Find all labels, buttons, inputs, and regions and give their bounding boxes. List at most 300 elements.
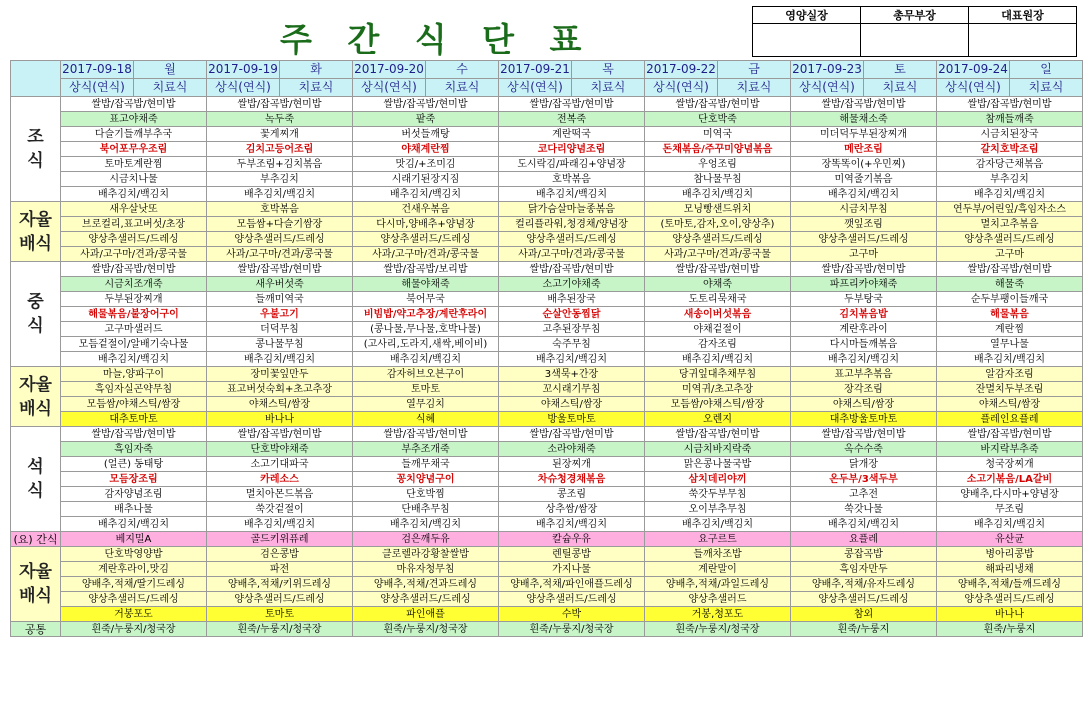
menu-cell: 콩잡곡밥 — [791, 547, 937, 562]
menu-cell: 감자양념조림 — [61, 487, 207, 502]
menu-row — [11, 142, 1083, 157]
menu-cell: 모듬쌈+다슬기쌈장 — [207, 217, 353, 232]
menu-row — [11, 532, 1083, 547]
menu-cell: 양상추샐러드/드레싱 — [353, 592, 499, 607]
menu-cell: 꽁치양념구이 — [353, 472, 499, 487]
menu-cell: 가지나물 — [499, 562, 645, 577]
menu-cell: 순살안동찜닭 — [499, 307, 645, 322]
menu-cell: 도시락김/파래김+양념장 — [499, 157, 645, 172]
menu-cell: 흑임자죽 — [61, 442, 207, 457]
menu-cell: 시금치바지락죽 — [645, 442, 791, 457]
menu-cell: 미역귀/초고추장 — [645, 382, 791, 397]
menu-row — [11, 217, 1083, 232]
menu-cell: 참나물무침 — [645, 172, 791, 187]
menu-cell: 해물볶음/불장어구이 — [61, 307, 207, 322]
menu-cell: 도토리묵채국 — [645, 292, 791, 307]
menu-cell: 다시마들깨볶음 — [791, 337, 937, 352]
menu-cell: 쌀밥/잡곡밥/현미밥 — [937, 97, 1083, 112]
menu-row — [11, 112, 1083, 127]
menu-row — [11, 607, 1083, 622]
diet-type-label: 상식(연식) — [207, 79, 280, 97]
menu-cell: 참외 — [791, 607, 937, 622]
diet-type-label: 상식(연식) — [499, 79, 572, 97]
menu-cell: 검은깨두유 — [353, 532, 499, 547]
diet-type-label: 치료식 — [1010, 79, 1083, 97]
menu-cell: 양상추샐러드 — [645, 592, 791, 607]
menu-row — [11, 127, 1083, 142]
day-weekday: 목 — [572, 61, 645, 79]
meal-label: 자율 배식 — [11, 202, 61, 262]
menu-cell: 쌀밥/잡곡밥/현미밥 — [645, 97, 791, 112]
day-date: 2017-09-23 — [791, 61, 864, 79]
menu-cell: 미역줄기볶음 — [791, 172, 937, 187]
menu-cell: 계란말이 — [645, 562, 791, 577]
menu-cell: 야채스틱/쌈장 — [791, 397, 937, 412]
menu-cell: 갈치호박조림 — [937, 142, 1083, 157]
menu-row — [11, 547, 1083, 562]
menu-cell: 쌀밥/잡곡밥/현미밥 — [499, 97, 645, 112]
menu-cell: 방울토마토 — [499, 412, 645, 427]
menu-cell: 쌀밥/잡곡밥/현미밥 — [207, 97, 353, 112]
signature-cell[interactable] — [861, 24, 969, 57]
day-weekday: 일 — [1010, 61, 1083, 79]
menu-cell: 더덕무침 — [207, 322, 353, 337]
menu-cell: 배추김치/백김치 — [937, 187, 1083, 202]
menu-cell: 대추방울토마토 — [791, 412, 937, 427]
menu-row — [11, 307, 1083, 322]
menu-cell: 검은콩밥 — [207, 547, 353, 562]
day-date: 2017-09-22 — [645, 61, 718, 79]
menu-cell: 건새우볶음 — [353, 202, 499, 217]
menu-cell: 두부조림+김치볶음 — [207, 157, 353, 172]
menu-cell: 새우살낫또 — [61, 202, 207, 217]
menu-cell: 배추김치/백김치 — [645, 187, 791, 202]
menu-cell: 당귀잎대추채무침 — [645, 367, 791, 382]
meal-label: 자율 배식 — [11, 547, 61, 622]
menu-row — [11, 232, 1083, 247]
menu-cell: 양배추,적채/과일드레싱 — [645, 577, 791, 592]
menu-cell: 모듬쌈/야채스틱/쌈장 — [645, 397, 791, 412]
menu-cell: 들깨무채국 — [353, 457, 499, 472]
diet-type-label: 치료식 — [134, 79, 207, 97]
menu-cell: 해물채소죽 — [791, 112, 937, 127]
day-date: 2017-09-24 — [937, 61, 1010, 79]
menu-cell: 김치볶음밥 — [791, 307, 937, 322]
menu-cell: 잔멸치두부조림 — [937, 382, 1083, 397]
menu-row — [11, 457, 1083, 472]
menu-cell: 삼치데리야끼 — [645, 472, 791, 487]
day-weekday: 금 — [718, 61, 791, 79]
menu-cell: 시금치조개죽 — [61, 277, 207, 292]
menu-row — [11, 427, 1083, 442]
meal-label: 자율 배식 — [11, 367, 61, 427]
menu-cell: 단호박죽 — [645, 112, 791, 127]
menu-cell: 계란후라이,맛김 — [61, 562, 207, 577]
menu-cell: 골드키위퓨레 — [207, 532, 353, 547]
menu-cell: 배추김치/백김치 — [61, 517, 207, 532]
menu-cell: 부추조개죽 — [353, 442, 499, 457]
menu-cell: 표고버섯숙회+초고추장 — [207, 382, 353, 397]
menu-cell: 장미꽃잎만두 — [207, 367, 353, 382]
menu-row — [11, 592, 1083, 607]
menu-row — [11, 472, 1083, 487]
menu-cell: 대추토마토 — [61, 412, 207, 427]
menu-cell: 장똑똑이(+우민찌) — [791, 157, 937, 172]
menu-cell: 쑥갓겉절이 — [207, 502, 353, 517]
menu-cell: 부추김치 — [937, 172, 1083, 187]
menu-cell: 마유자청무침 — [353, 562, 499, 577]
menu-cell: 배추김치/백김치 — [353, 187, 499, 202]
menu-cell: 참깨들깨죽 — [937, 112, 1083, 127]
menu-cell: 호박볶음 — [207, 202, 353, 217]
signature-cell[interactable] — [969, 24, 1077, 57]
day-weekday: 월 — [134, 61, 207, 79]
menu-cell: 배추김치/백김치 — [499, 517, 645, 532]
menu-cell: 양상추샐러드/드레싱 — [353, 232, 499, 247]
menu-cell: 양상추샐러드/드레싱 — [207, 592, 353, 607]
menu-cell: 사과/고구마/견과/콩국물 — [353, 247, 499, 262]
menu-cell: 단호박야채죽 — [207, 442, 353, 457]
menu-cell: 배추나물 — [61, 502, 207, 517]
menu-cell: 배추김치/백김치 — [937, 517, 1083, 532]
menu-cell: 배추김치/백김치 — [61, 352, 207, 367]
menu-cell: 상추쌈/쌈장 — [499, 502, 645, 517]
menu-cell: 쌀밥/잡곡밥/현미밥 — [645, 262, 791, 277]
menu-cell: 시금치된장국 — [937, 127, 1083, 142]
diet-type-label: 치료식 — [572, 79, 645, 97]
menu-cell: 감자허브오븐구이 — [353, 367, 499, 382]
menu-cell: (고사리,도라지,새싹,베이비) — [353, 337, 499, 352]
menu-cell: 모듬장조림 — [61, 472, 207, 487]
menu-cell: 쌀밥/잡곡밥/현미밥 — [353, 97, 499, 112]
menu-cell: 양배추,적채/파인애플드레싱 — [499, 577, 645, 592]
menu-cell: 맛김/+조미김 — [353, 157, 499, 172]
menu-cell: 열무김치 — [353, 397, 499, 412]
diet-type-header-row — [11, 79, 1083, 97]
menu-cell: 양상추샐러드/드레싱 — [499, 232, 645, 247]
menu-cell: 쌀밥/잡곡밥/현미밥 — [499, 427, 645, 442]
menu-cell: 쌀밥/잡곡밥/보리밥 — [353, 262, 499, 277]
menu-cell: 계란떡국 — [499, 127, 645, 142]
menu-cell: 흑임자실곤약무침 — [61, 382, 207, 397]
menu-cell: 사과/고구마/견과/콩국물 — [207, 247, 353, 262]
menu-cell: 양상추샐러드/드레싱 — [645, 232, 791, 247]
menu-cell: 쌀밥/잡곡밥/현미밥 — [61, 427, 207, 442]
menu-cell: 소고기대파국 — [207, 457, 353, 472]
menu-cell: 쑥갓나물 — [791, 502, 937, 517]
menu-cell: 장각조림 — [791, 382, 937, 397]
menu-cell: 배추김치/백김치 — [791, 352, 937, 367]
menu-cell: 코다리양념조림 — [499, 142, 645, 157]
menu-cell: 알감자조림 — [937, 367, 1083, 382]
menu-cell: (토마토,감자,오이,양상추) — [645, 217, 791, 232]
menu-cell: 꼬시래기무침 — [499, 382, 645, 397]
menu-row — [11, 277, 1083, 292]
menu-row — [11, 397, 1083, 412]
menu-cell: 배추김치/백김치 — [207, 352, 353, 367]
menu-row — [11, 97, 1083, 112]
menu-row — [11, 352, 1083, 367]
menu-cell: 토마토 — [207, 607, 353, 622]
menu-cell: 야채계란찜 — [353, 142, 499, 157]
menu-cell: 배추된장국 — [499, 292, 645, 307]
menu-cell: 거봉포도 — [61, 607, 207, 622]
day-weekday: 화 — [280, 61, 353, 79]
menu-cell: 쌀밥/잡곡밥/현미밥 — [61, 97, 207, 112]
menu-row — [11, 367, 1083, 382]
menu-cell: 흰죽/누룽지 — [937, 622, 1083, 637]
date-header-row — [11, 61, 1083, 79]
menu-cell: 쌀밥/잡곡밥/현미밥 — [791, 427, 937, 442]
page-title: 주 간 식 단 표 — [280, 20, 594, 59]
menu-cell: 닭가슴살마늘종볶음 — [499, 202, 645, 217]
menu-row — [11, 442, 1083, 457]
menu-cell: 북어포무우조림 — [61, 142, 207, 157]
menu-cell: 순두부팽이들깨국 — [937, 292, 1083, 307]
menu-cell: 유산균 — [937, 532, 1083, 547]
diet-type-label: 치료식 — [426, 79, 499, 97]
menu-cell: 해물볶음 — [937, 307, 1083, 322]
menu-cell: 단호박영양밥 — [61, 547, 207, 562]
menu-cell: 파인애플 — [353, 607, 499, 622]
menu-cell: 배추김치/백김치 — [353, 352, 499, 367]
menu-cell: 감자조림 — [645, 337, 791, 352]
menu-row — [11, 172, 1083, 187]
menu-cell: 브로컬리,표고버섯/초장 — [61, 217, 207, 232]
menu-row — [11, 322, 1083, 337]
menu-cell: 사과/고구마/견과/콩국물 — [61, 247, 207, 262]
diet-type-label: 상식(연식) — [791, 79, 864, 97]
approval-label: 총무부장 — [861, 7, 969, 24]
menu-cell: 모닝빵샌드위치 — [645, 202, 791, 217]
menu-cell: 시금치나물 — [61, 172, 207, 187]
day-date: 2017-09-19 — [207, 61, 280, 79]
menu-cell: 바나나 — [207, 412, 353, 427]
day-date: 2017-09-20 — [353, 61, 426, 79]
menu-cell: 양상추샐러드/드레싱 — [937, 232, 1083, 247]
day-date: 2017-09-18 — [61, 61, 134, 79]
menu-cell: 고구마 — [791, 247, 937, 262]
menu-cell: 토마토계란찜 — [61, 157, 207, 172]
menu-cell: 흑임자만두 — [791, 562, 937, 577]
menu-cell: 모듬쌈/야채스틱/쌈장 — [61, 397, 207, 412]
menu-cell: 흰죽/누룽지/청국장 — [207, 622, 353, 637]
menu-cell: 해파리냉채 — [937, 562, 1083, 577]
menu-cell: 쌀밥/잡곡밥/현미밥 — [937, 262, 1083, 277]
menu-cell: 배추김치/백김치 — [499, 187, 645, 202]
menu-row — [11, 412, 1083, 427]
menu-cell: 플레인요플레 — [937, 412, 1083, 427]
menu-cell: 표고야채죽 — [61, 112, 207, 127]
menu-cell: 바나나 — [937, 607, 1083, 622]
menu-row — [11, 337, 1083, 352]
menu-cell: 녹두죽 — [207, 112, 353, 127]
menu-row — [11, 187, 1083, 202]
menu-cell: 렌틸콩밥 — [499, 547, 645, 562]
menu-cell: 흰죽/누룽지/청국장 — [645, 622, 791, 637]
menu-cell: 배추김치/백김치 — [791, 187, 937, 202]
menu-cell: 소고기야채죽 — [499, 277, 645, 292]
meal-label: 중 식 — [11, 262, 61, 367]
menu-cell: 컬리플라워,청경채/양념장 — [499, 217, 645, 232]
menu-cell: 배추김치/백김치 — [499, 352, 645, 367]
menu-cell: 양상추샐러드/드레싱 — [499, 592, 645, 607]
menu-cell: 멸치고추볶음 — [937, 217, 1083, 232]
menu-cell: 들깨차조밥 — [645, 547, 791, 562]
menu-cell: 사과/고구마/견과/콩국물 — [645, 247, 791, 262]
menu-cell: 흰죽/누룽지/청국장 — [499, 622, 645, 637]
menu-cell: 새송이버섯볶음 — [645, 307, 791, 322]
menu-cell: 계란후라이 — [791, 322, 937, 337]
header-corner — [11, 61, 61, 97]
diet-type-label: 치료식 — [280, 79, 353, 97]
menu-cell: 우불고기 — [207, 307, 353, 322]
menu-cell: 쌀밥/잡곡밥/현미밥 — [499, 262, 645, 277]
menu-cell: 쌀밥/잡곡밥/현미밥 — [937, 427, 1083, 442]
menu-cell: 양상추샐러드/드레싱 — [61, 592, 207, 607]
menu-cell: 미더덕두부된장찌개 — [791, 127, 937, 142]
menu-cell: 소고기볶음/LA갈비 — [937, 472, 1083, 487]
menu-cell: 꽃게찌개 — [207, 127, 353, 142]
approval-box — [752, 6, 1077, 57]
day-weekday: 수 — [426, 61, 499, 79]
menu-cell: 오이부추무침 — [645, 502, 791, 517]
menu-cell: 연두부/어린잎/흑임자소스 — [937, 202, 1083, 217]
menu-cell: 사과/고구마/견과/콩국물 — [499, 247, 645, 262]
menu-cell: 해물죽 — [937, 277, 1083, 292]
menu-row — [11, 382, 1083, 397]
menu-row — [11, 202, 1083, 217]
menu-cell: 고구마 — [937, 247, 1083, 262]
menu-cell: 파프리카야채죽 — [791, 277, 937, 292]
menu-cell: 양상추샐러드/드레싱 — [61, 232, 207, 247]
menu-cell: 청국장찌개 — [937, 457, 1083, 472]
approval-label: 영양실장 — [753, 7, 861, 24]
menu-cell: 단배추무침 — [353, 502, 499, 517]
menu-cell: 우엉조림 — [645, 157, 791, 172]
menu-cell: 쌀밥/잡곡밥/현미밥 — [207, 262, 353, 277]
menu-cell: 요구르트 — [645, 532, 791, 547]
menu-cell: 숙주무침 — [499, 337, 645, 352]
menu-cell: (콩나물,무나물,호박나물) — [353, 322, 499, 337]
menu-cell: 해물야채죽 — [353, 277, 499, 292]
menu-cell: 콩나물무침 — [207, 337, 353, 352]
menu-cell: 양배추,적채/키위드레싱 — [207, 577, 353, 592]
menu-cell: 차슈청경채볶음 — [499, 472, 645, 487]
menu-cell: 클로렐라강황찰쌀밥 — [353, 547, 499, 562]
menu-cell: 돈채볶음/주꾸미양념볶음 — [645, 142, 791, 157]
menu-row — [11, 292, 1083, 307]
menu-cell: 흰죽/누룽지 — [791, 622, 937, 637]
menu-cell: 양배추,적채/들깨드레싱 — [937, 577, 1083, 592]
menu-cell: 배추김치/백김치 — [207, 187, 353, 202]
menu-cell: 비빔밥/약고추장/계란후라이 — [353, 307, 499, 322]
menu-cell: 야채스틱/쌈장 — [207, 397, 353, 412]
menu-cell: 야채겉절이 — [645, 322, 791, 337]
menu-cell: 식혜 — [353, 412, 499, 427]
menu-cell: 맑은콩나물국밥 — [645, 457, 791, 472]
menu-cell: 호박볶음 — [499, 172, 645, 187]
menu-cell: 고추된장무침 — [499, 322, 645, 337]
menu-cell: 표고부추볶음 — [791, 367, 937, 382]
menu-cell: 감자당근채볶음 — [937, 157, 1083, 172]
menu-cell: 열무나물 — [937, 337, 1083, 352]
menu-cell: 쌀밥/잡곡밥/현미밥 — [353, 427, 499, 442]
diet-type-label: 상식(연식) — [645, 79, 718, 97]
menu-cell: 요플레 — [791, 532, 937, 547]
menu-cell: 멸치아몬드볶음 — [207, 487, 353, 502]
diet-type-label: 치료식 — [864, 79, 937, 97]
menu-cell: 소라야채죽 — [499, 442, 645, 457]
menu-cell: 바지락부추죽 — [937, 442, 1083, 457]
menu-cell: 파전 — [207, 562, 353, 577]
menu-cell: 양배추,다시마+양념장 — [937, 487, 1083, 502]
menu-cell: 쌀밥/잡곡밥/현미밥 — [791, 97, 937, 112]
day-weekday: 토 — [864, 61, 937, 79]
menu-cell: 양상추샐러드/드레싱 — [207, 232, 353, 247]
menu-cell: 모듬겉절이/알배기숙나물 — [61, 337, 207, 352]
menu-cell: 수박 — [499, 607, 645, 622]
menu-cell: 흰죽/누룽지/청국장 — [61, 622, 207, 637]
menu-cell: 베지밀A — [61, 532, 207, 547]
menu-row — [11, 502, 1083, 517]
approval-label: 대표원장 — [969, 7, 1077, 24]
menu-row — [11, 247, 1083, 262]
menu-cell: 들깨미역국 — [207, 292, 353, 307]
meal-label: 공통 — [11, 622, 61, 637]
menu-cell: 계란찜 — [937, 322, 1083, 337]
menu-cell: 고구마샐러드 — [61, 322, 207, 337]
menu-cell: 배추김치/백김치 — [645, 517, 791, 532]
menu-cell: 흰죽/누룽지/청국장 — [353, 622, 499, 637]
menu-cell: 버섯들깨탕 — [353, 127, 499, 142]
menu-cell: 야채죽 — [645, 277, 791, 292]
menu-cell: 배추김치/백김치 — [61, 187, 207, 202]
menu-cell: 미역국 — [645, 127, 791, 142]
diet-type-label: 상식(연식) — [937, 79, 1010, 97]
weekly-menu-table — [10, 60, 1083, 637]
menu-cell: 카레소스 — [207, 472, 353, 487]
menu-row — [11, 262, 1083, 277]
menu-cell: 쌀밥/잡곡밥/현미밥 — [207, 427, 353, 442]
menu-cell: 양상추샐러드/드레싱 — [937, 592, 1083, 607]
menu-cell: 옥수수죽 — [791, 442, 937, 457]
menu-cell: 마늘,양파구이 — [61, 367, 207, 382]
menu-cell: 야채스틱/쌈장 — [937, 397, 1083, 412]
menu-cell: 배추김치/백김치 — [353, 517, 499, 532]
menu-cell: 깻잎조림 — [791, 217, 937, 232]
menu-cell: 두부탕국 — [791, 292, 937, 307]
menu-cell: 시래기된장지짐 — [353, 172, 499, 187]
meal-label: (요) 간식 — [11, 532, 61, 547]
signature-cell[interactable] — [753, 24, 861, 57]
menu-cell: 다시마,양배추+양념장 — [353, 217, 499, 232]
menu-cell: 토마토 — [353, 382, 499, 397]
menu-cell: 칼슘우유 — [499, 532, 645, 547]
menu-cell: 병아리콩밥 — [937, 547, 1083, 562]
menu-cell: 된장찌개 — [499, 457, 645, 472]
menu-cell: 두부된장찌개 — [61, 292, 207, 307]
menu-cell: 배추김치/백김치 — [207, 517, 353, 532]
menu-cell: 콩조림 — [499, 487, 645, 502]
menu-cell: 거봉,청포도 — [645, 607, 791, 622]
menu-row — [11, 622, 1083, 637]
menu-cell: 3색묵+간장 — [499, 367, 645, 382]
menu-cell: 쑥갓두부무침 — [645, 487, 791, 502]
menu-cell: 양상추샐러드/드레싱 — [791, 592, 937, 607]
menu-cell: 무조림 — [937, 502, 1083, 517]
menu-cell: 양배추,적채/견과드레싱 — [353, 577, 499, 592]
